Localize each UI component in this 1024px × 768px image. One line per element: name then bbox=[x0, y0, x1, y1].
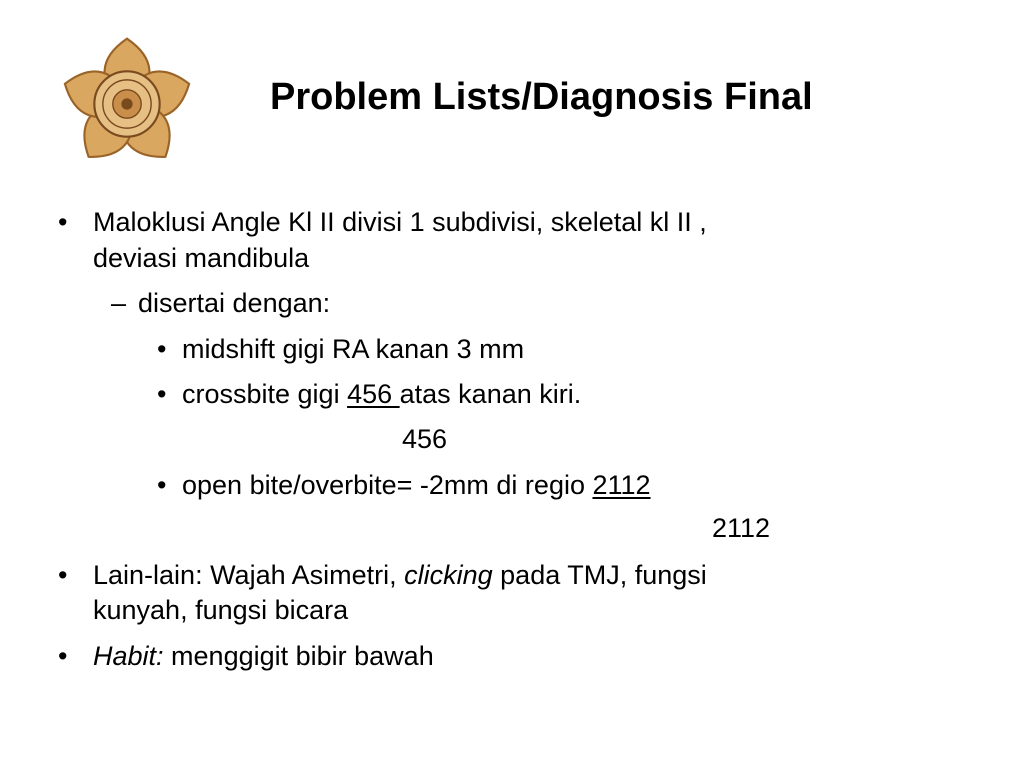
italic-term: clicking bbox=[404, 560, 493, 590]
tooth-numbers-upper: 456 bbox=[347, 379, 400, 409]
bullet-marker: • bbox=[58, 560, 68, 590]
sub-sub-bullet-text bbox=[182, 468, 651, 502]
bullet-marker: • bbox=[58, 207, 68, 237]
text-prefix: crossbite gigi bbox=[182, 379, 348, 409]
bullet-marker: • bbox=[58, 641, 68, 671]
tooth-numbers-upper: 2112 bbox=[592, 470, 651, 500]
text-suffix: atas kanan kiri. bbox=[399, 379, 582, 409]
bullet-text-continued: kunyah, fungsi bicara bbox=[93, 595, 349, 625]
sub-bullet-marker: – bbox=[111, 288, 127, 318]
tooth-numbers-lower: 456 bbox=[402, 424, 448, 454]
text-suffix: pada TMJ, fungsi bbox=[492, 560, 707, 590]
sub-sub-bullet-marker: • bbox=[157, 334, 167, 364]
sub-sub-bullet-text bbox=[182, 377, 581, 411]
sub-sub-bullet-marker: • bbox=[157, 470, 167, 500]
slide-title: Problem Lists/Diagnosis Final bbox=[270, 76, 813, 118]
italic-term: Habit: bbox=[93, 641, 164, 671]
text-prefix: open bite/overbite= -2mm di regio bbox=[182, 470, 593, 500]
bullet-text bbox=[93, 558, 707, 592]
bullet-text: Maloklusi Angle Kl II divisi 1 subdivisi, skeletal kl II , bbox=[93, 207, 707, 237]
bullet-text bbox=[93, 639, 434, 673]
sub-bullet-text: disertai dengan: bbox=[138, 288, 331, 318]
text-suffix: menggigit bibir bawah bbox=[163, 641, 434, 671]
tooth-numbers-lower: 2112 bbox=[712, 513, 771, 543]
sub-sub-bullet-text: midshift gigi RA kanan 3 mm bbox=[182, 334, 525, 364]
sub-sub-bullet-marker: • bbox=[157, 379, 167, 409]
bullet-text-continued: deviasi mandibula bbox=[93, 243, 310, 273]
text-prefix: Lain-lain: Wajah Asimetri, bbox=[93, 560, 405, 590]
